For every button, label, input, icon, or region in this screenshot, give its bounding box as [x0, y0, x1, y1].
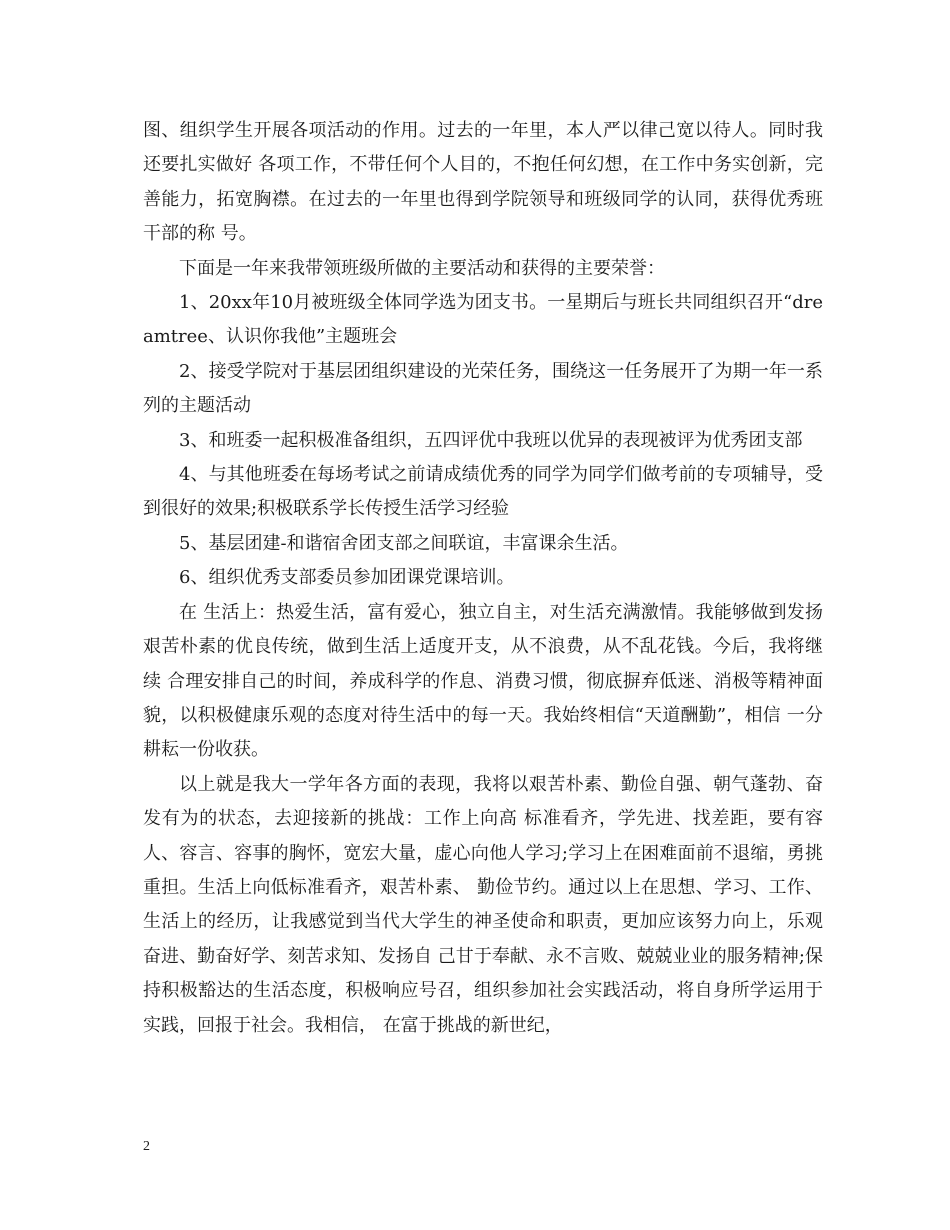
paragraph-2: 下面是一年来我带领班级所做的主要活动和获得的主要荣誉： [179, 257, 665, 279]
paragraph-1: 图、组织学生开展各项活动的作用。过去的一年里，本人严以律己宽以待人。同时我还要扎实做好 各项工作，不带任何个人目的，不抱任何幻想，在工作中务实创新，完善能力，拓宽胸襟。在过去的一年里也得到学院领导和班级同学的认同，获得优秀班干部的称 号。 [143, 120, 823, 245]
paragraph-life: 在 生活上：热爱生活，富有爱心，独立自主，对生活充满激情。我能够做到发扬艰苦朴素的优良传统，做到生活上适度开支，从不浪费，从不乱花钱。今后，我将继续 合理安排自己的时间，养成科学的作息、消费习惯，彻底摒弃低迷、消极等精神面貌，以积极健康乐观的态度对待生活中的每一天。我始终相信“天道酬勤”，相信 一分耕耘一份收获。 [143, 601, 823, 761]
document-body [143, 114, 823, 1043]
page-number: 2 [143, 1139, 150, 1154]
list-item-3: 3、和班委一起积极准备组织，五四评优中我班以优异的表现被评为优秀团支部 [179, 429, 803, 451]
list-item-5: 5、基层团建-和谐宿舍团支部之间联谊，丰富课余生活。 [179, 532, 629, 554]
list-item-1: 1、20xx年10月被班级全体同学选为团支书。一星期后与班长共同组织召开“dreamtree、认识你我他”主题班会 [143, 292, 823, 348]
list-item-6: 6、组织优秀支部委员参加团课党课培训。 [179, 567, 515, 589]
list-item-4: 4、与其他班委在每场考试之前请成绩优秀的同学为同学们做考前的专项辅导，受到很好的效果;积极联系学长传授生活学习经验 [143, 464, 823, 520]
list-item-2: 2、接受学院对于基层团组织建设的光荣任务，围绕这一任务展开了为期一年一系列的主题活动 [143, 360, 823, 417]
paragraph-summary: 以上就是我大一学年各方面的表现，我将以艰苦朴素、勤俭自强、朝气蓬勃、奋发有为的状态，去迎接新的挑战：工作上向高 标准看齐，学先进、找差距，要有容人、容言、容事的胸怀，宽宏大量，虚心向他人学习;学习上在困难面前不退缩，勇挑重担。生活上向低标准看齐，艰苦朴素、 勤俭节约。通过以上在思想、学习、工作、生活上的经历，让我感觉到当代大学生的神圣使命和职责，更加应该努力向上，乐观奋进、勤奋好学、刻苦求知、发扬自 己甘于奉献、永不言败、兢兢业业的服务精神;保持积极豁达的生活态度，积极响应号召，组织参加社会实践活动，将自身所学运用于实践，回报于社会。我相信， 在富于挑战的新世纪， [143, 773, 823, 1036]
